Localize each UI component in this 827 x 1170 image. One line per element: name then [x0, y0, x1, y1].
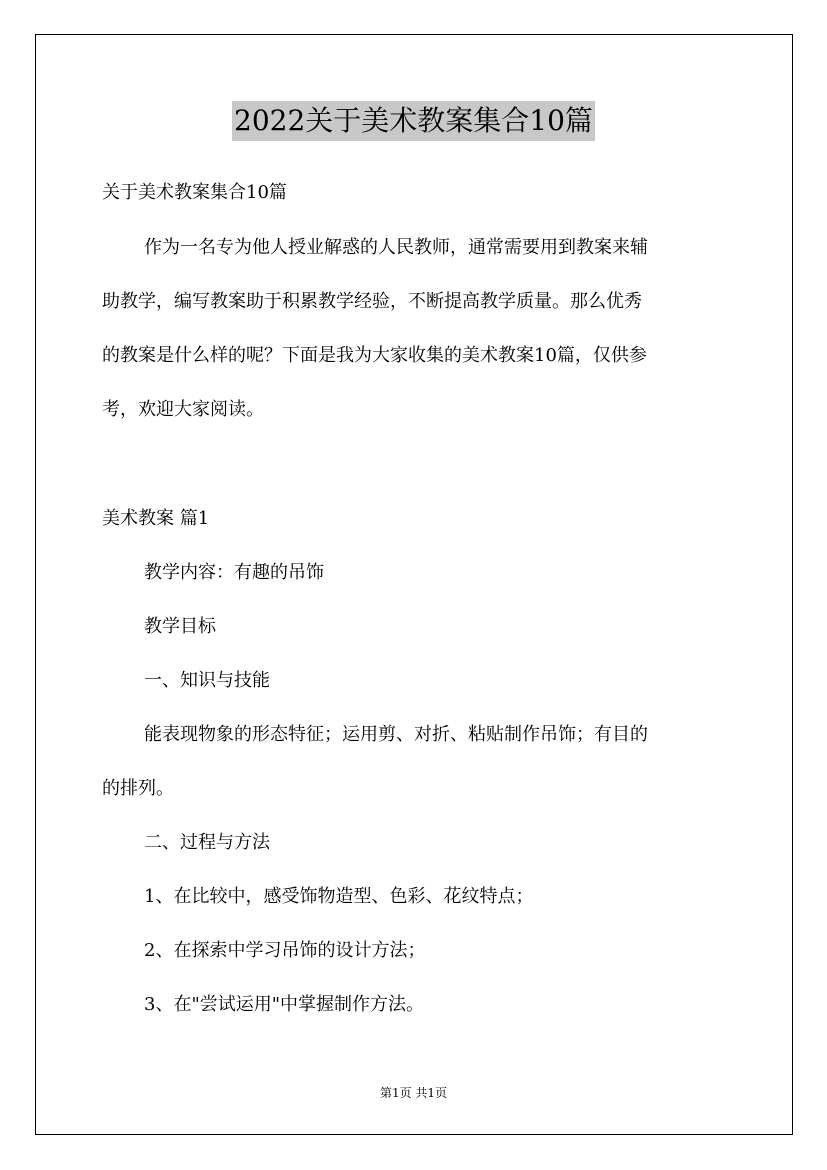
goal2-heading: 二、过程与方法 [144, 832, 270, 853]
list-item: 2、在探索中学习吊饰的设计方法； [144, 940, 426, 961]
teaching-content: 教学内容：有趣的吊饰 [144, 562, 324, 583]
page-footer: 第1页 共1页 [379, 1086, 448, 1100]
section-heading: 美术教案 篇1 [102, 508, 210, 529]
intro-line-4: 考，欢迎大家阅读。 [102, 399, 264, 420]
goal1-text-line-2: 的排列。 [102, 778, 174, 799]
intro-line-1: 作为一名专为他人授业解惑的人民教师，通常需要用到教案来辅 [144, 237, 648, 258]
document-title: 2022关于美术教案集合10篇 [232, 101, 595, 141]
teaching-goals-heading: 教学目标 [144, 616, 216, 637]
goal1-heading: 一、知识与技能 [144, 670, 270, 691]
list-item: 1、在比较中，感受饰物造型、色彩、花纹特点； [144, 886, 534, 907]
list-item: 3、在"尝试运用"中掌握制作方法。 [144, 994, 425, 1015]
title-container [0, 101, 827, 141]
intro-line-2: 助教学，编写教案助于积累教学经验，不断提高教学质量。那么优秀 [102, 291, 642, 312]
document-subtitle: 关于美术教案集合10篇 [102, 182, 287, 203]
intro-line-3: 的教案是什么样的呢？下面是我为大家收集的美术教案10篇，仅供参 [102, 345, 647, 366]
goal1-text-line-1: 能表现物象的形态特征；运用剪、对折、粘贴制作吊饰；有目的 [144, 724, 648, 745]
